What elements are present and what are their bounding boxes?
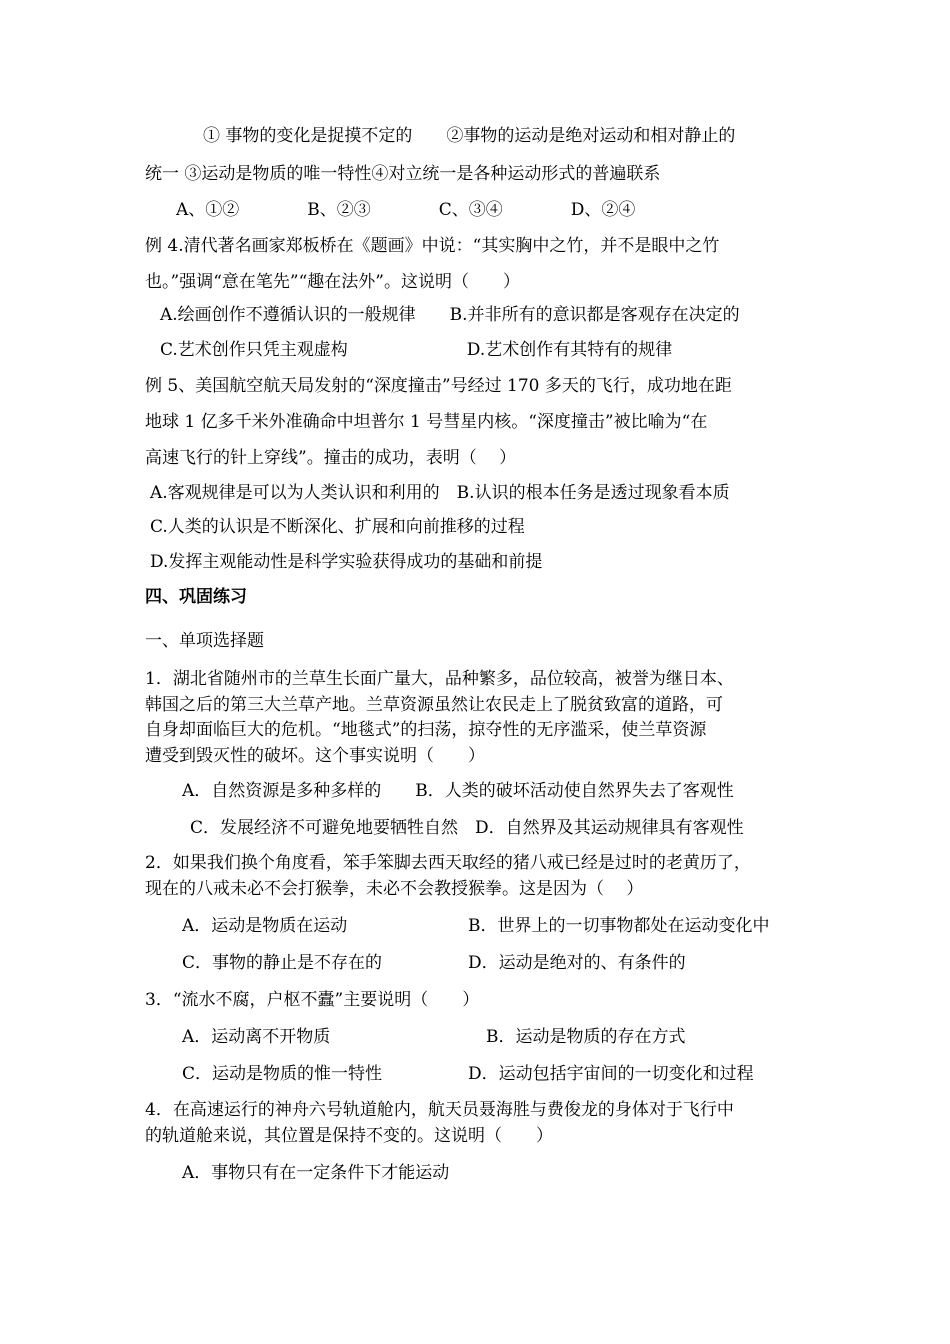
example-5-choices-ab: A.客观规律是可以为人类认识和利用的 B.认识的根本任务是透过现象看本质 <box>150 483 730 503</box>
question-1-choices-cd: C．发展经济不可避免地要牺牲自然 D．自然界及其运动规律具有客观性 <box>190 818 744 838</box>
question-3-choice-a: A．运动离不开物质 <box>182 1027 331 1047</box>
question-3-choice-b: B．运动是物质的存在方式 <box>486 1027 686 1047</box>
question-2-line-1: 2．如果我们换个角度看，笨手笨脚去西天取经的猪八戒已经是过时的老黄历了， <box>145 853 751 873</box>
question-2-choice-c: C．事物的静止是不存在的 <box>182 953 383 973</box>
question-1-choices-ab: A．自然资源是多种多样的 B．人类的破坏活动使自然界失去了客观性 <box>182 781 734 801</box>
option-line-1: ① 事物的变化是捉摸不定的 ②事物的运动是绝对运动和相对静止的 <box>203 126 736 146</box>
option-line-2: 统一 ③运动是物质的唯一特性④对立统一是各种运动形式的普遍联系 <box>145 164 661 184</box>
answer-choices-3: A、①② B、②③ C、③④ D、②④ <box>176 200 636 220</box>
question-1-line-4: 遭受到毁灭性的破坏。这个事实说明（ ） <box>145 746 485 766</box>
question-1-line-1: 1．湖北省随州市的兰草生长面广量大，品种繁多，品位较高，被誉为继日本、 <box>145 669 734 689</box>
example-5-choice-c: C.人类的认识是不断深化、扩展和向前推移的过程 <box>150 517 525 537</box>
section-subheading: 一、单项选择题 <box>145 631 264 651</box>
example-4-stem-2: 也。”强调“意在笔先”“趣在法外”。这说明（ ） <box>145 272 520 292</box>
example-4-choices-cd: C.艺术创作只凭主观虚构 D.艺术创作有其特有的规律 <box>160 340 673 360</box>
example-5-stem: 例 5、美国航空航天局发射的“深度撞击”号经过 170 多天的飞行，成功地在距 <box>145 376 732 396</box>
question-4-line-2: 的轨道舱来说，其位置是保持不变的。这说明（ ） <box>145 1126 553 1146</box>
question-1-line-3: 自身却面临巨大的危机。“地毯式”的扫荡，掠夺性的无序滥采，使兰草资源 <box>145 720 707 740</box>
section-heading: 四、巩固练习 <box>145 587 247 607</box>
question-3-choice-c: C．运动是物质的惟一特性 <box>182 1064 383 1084</box>
question-2-line-2: 现在的八戒未必不会打猴拳，未必不会教授猴拳。这是因为（ ） <box>145 879 644 899</box>
question-3-choice-d: D．运动包括宇宙间的一切变化和过程 <box>468 1064 754 1084</box>
example-5-choice-d: D.发挥主观能动性是科学实验获得成功的基础和前提 <box>150 552 543 572</box>
question-1-line-2: 韩国之后的第三大兰草产地。兰草资源虽然让农民走上了脱贫致富的道路，可 <box>145 695 723 715</box>
question-2-choice-b: B．世界上的一切事物都处在运动变化中 <box>468 916 770 936</box>
example-4-stem: 例 4.清代著名画家郑板桥在《题画》中说：“其实胸中之竹，并不是眼中之竹 <box>145 236 720 256</box>
question-4-line-1: 4．在高速运行的神舟六号轨道舱内，航天员聂海胜与费俊龙的身体对于飞行中 <box>145 1100 734 1120</box>
question-3-line-1: 3．“流水不腐，户枢不蠹”主要说明（ ） <box>145 990 480 1010</box>
example-5-stem-2: 地球 1 亿多千米外准确命中坦普尔 1 号彗星内核。“深度撞击”被比喻为“在 <box>145 412 708 432</box>
example-4-choices-ab: A.绘画创作不遵循认识的一般规律 B.并非所有的意识都是客观存在决定的 <box>160 305 740 325</box>
question-2-choice-d: D．运动是绝对的、有条件的 <box>468 953 686 973</box>
question-4-choice-a: A．事物只有在一定条件下才能运动 <box>182 1163 450 1183</box>
question-2-choice-a: A．运动是物质在运动 <box>182 916 348 936</box>
example-5-stem-3: 高速飞行的针上穿线”。撞击的成功，表明（ ） <box>145 448 517 468</box>
